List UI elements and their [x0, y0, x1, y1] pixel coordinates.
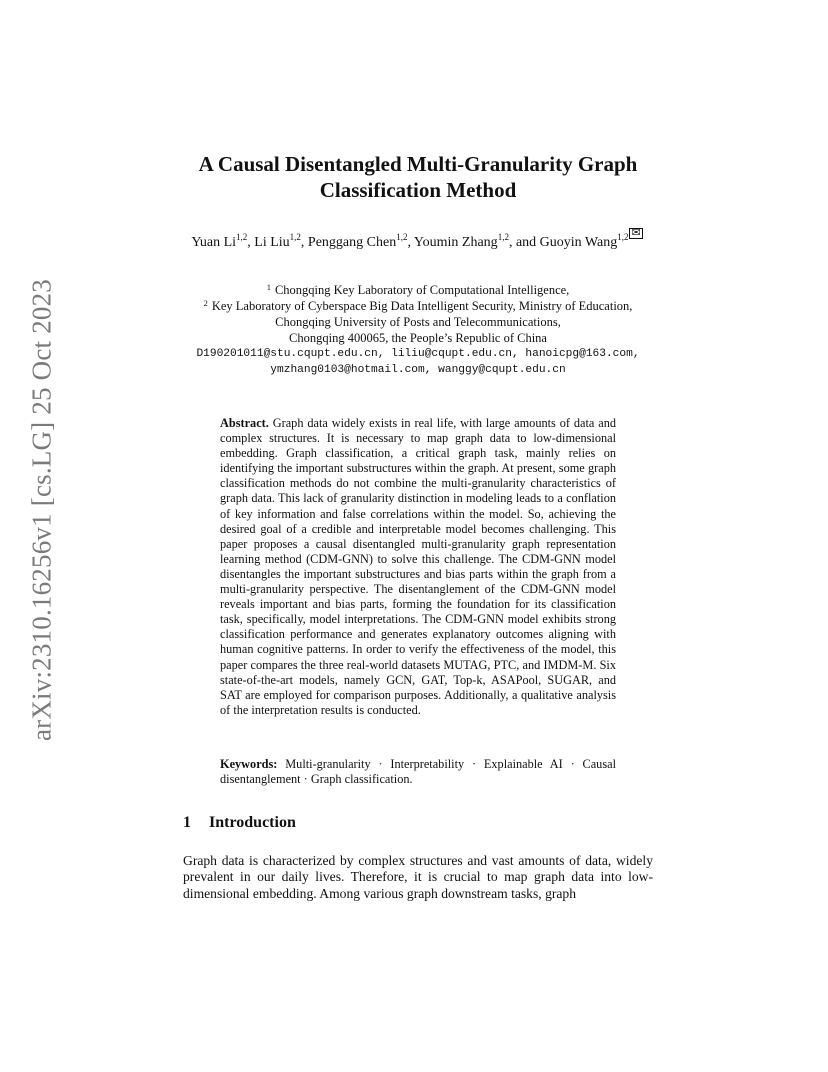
affiliation-2-line-3: Chongqing 400065, the People’s Republic of China: [289, 331, 547, 345]
author-emails: D190201011@stu.cqupt.edu.cn, liliu@cqupt.edu.cn, hanoicpg@163.com,: [196, 348, 640, 360]
abstract-text: Graph data widely exists in real life, with large amounts of data and complex structures. It is necessary to map graph data to low-dimensional embedding. Graph classification, a critical graph task, mainly relies on identifying the important substructures within the graph. At present, some graph classification methods do not combine the multi-granularity characteristics of graph data. This lack of granularity distinction in modeling leads to a conflation of key information and false correlations within the model. So, achieving the desired goal of a credible and interpretable model becomes challenging. This paper proposes a causal disentangled multi-granularity graph representation learning method (CDM-GNN) to solve this challenge. The CDM-GNN model disentangles the important substructures and bias parts within the graph from a multi-granularity perspective. The disentanglement of the CDM-GNN model reveals important and bias parts, forming the foundation for its classification task, specifically, model interpretations. The CDM-GNN model exhibits strong classification performance and generates explanatory outcomes aligning with human cognitive patterns. In order to verify the effectiveness of the model, this paper compares the three real-world datasets MUTAG, PTC, and IMDM-M. Six state-of-the-art models, namely GCN, GAT, Top-k, ASAPool, SUGAR, and SAT are employed for comparison purposes. Additionally, a qualitative analysis of the interpretation results is conducted.: [220, 416, 616, 717]
title-line-1: A Causal Disentangled Multi-Granularity Graph: [198, 152, 638, 176]
introduction-paragraph: Graph data is characterized by complex structures and vast amounts of data, widely prevalent in our daily lives. Therefore, it is crucial to map graph data into low-dimensional embedding. Among various graph downstream tasks, graph: [183, 853, 653, 901]
arxiv-identifier: arXiv:2310.16256v1 [cs.LG] 25 Oct 2023: [26, 278, 57, 742]
author: Penggang Chen$^{1,2}$,: [307, 232, 414, 250]
author-emails-2: ymzhang0103@hotmail.com, wanggy@cqupt.edu.cn: [270, 364, 566, 376]
affiliation-2-line-2: Chongqing University of Posts and Telecommunications,: [275, 315, 561, 329]
keywords: [220, 757, 616, 787]
section-title: Introduction: [209, 814, 296, 831]
affiliations: [150, 282, 686, 378]
affiliation-2: $^2$ Key Laboratory of Cyberspace Big Data Intelligent Security, Ministry of Education,: [203, 298, 633, 313]
keywords-label: Keywords:: [220, 757, 278, 771]
author: Li Liu$^{1,2}$,: [254, 232, 308, 250]
author: Yuan Li$^{1,2}$,: [191, 232, 255, 250]
author: Youmin Zhang$^{1,2}$, and: [413, 232, 540, 250]
author-list: [175, 228, 659, 255]
keywords-text: Multi-granularity · Interpretability · Explainable AI · Causal disentanglement · Graph classification.: [220, 757, 616, 787]
section-heading: [183, 814, 653, 832]
abstract: [220, 416, 616, 718]
arxiv-sidebar-stamp: [22, 278, 62, 742]
affiliation-1: $^1$ Chongqing Key Laboratory of Computational Intelligence,: [266, 282, 570, 297]
author: Guoyin Wang$^{1,2}$ ✉: [539, 227, 641, 250]
abstract-label: Abstract.: [220, 416, 269, 430]
envelope-icon: ✉: [631, 227, 641, 239]
title-line-2: Classification Method: [319, 178, 517, 202]
paper-title: [150, 151, 686, 203]
section-number: 1: [183, 814, 191, 831]
